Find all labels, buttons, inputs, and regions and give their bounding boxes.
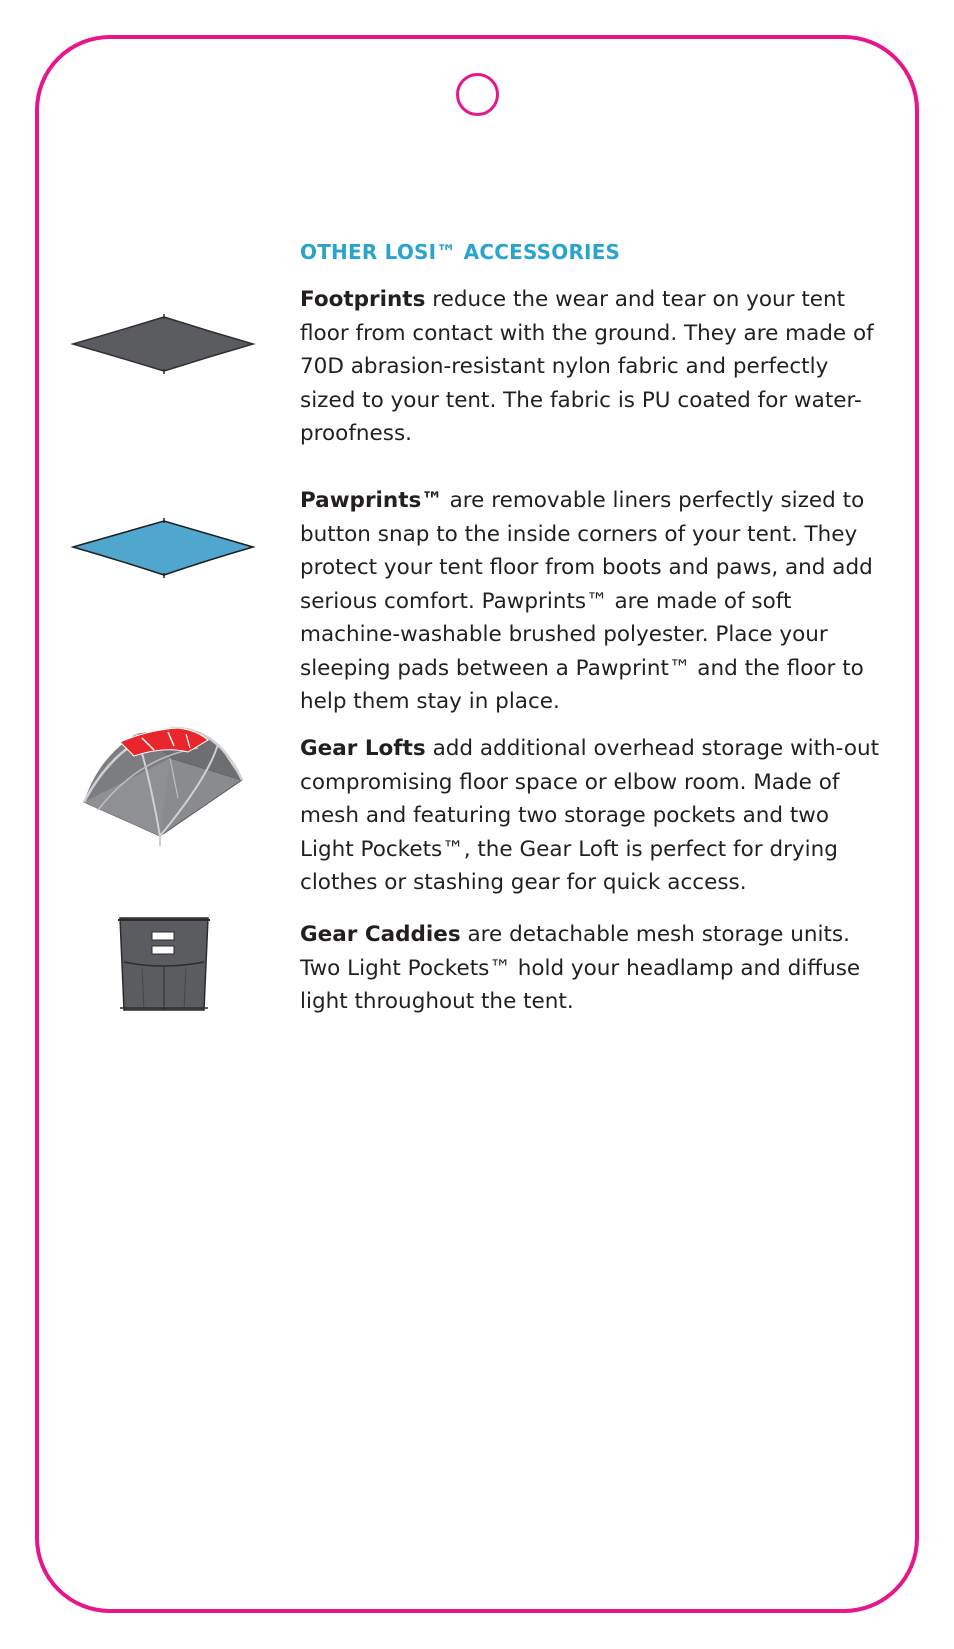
pawprint-icon [70,517,256,579]
gear-caddies-title: Gear Caddies [300,922,461,947]
pawprints-description: are removable liners perfectly sized to button snap to the inside corners of your tent. They protect your tent floor from boots and paws, and add serious comfort. Pawprints™ are made of soft machine-washable brushed polyester. Place your sleeping pads between a Pawprint™ and the floor to help them stay in place. [300,488,873,714]
pawprints-paragraph [300,484,884,719]
footprint-icon [70,313,256,375]
gear-caddy-icon [116,914,212,1014]
footprints-title: Footprints [300,287,426,312]
footprints-description: reduce the wear and tear on your tent floor from contact with the ground. They are made of 70D abrasion-resistant nylon fabric and perfectly sized to your tent. The fabric is PU coated for water-proofness. [300,287,874,446]
gear-lofts-title: Gear Lofts [300,736,426,761]
gear-loft-tent-icon [78,718,250,848]
hang-hole-icon [456,73,499,116]
gear-lofts-description: add additional overhead storage with-out compromising floor space or elbow room. Made of mesh and featuring two storage pockets and two Light Pockets™, the Gear Loft is perfect for drying clothes or stashing gear for quick access. [300,736,880,895]
gear-lofts-paragraph [300,732,884,900]
gear-caddies-paragraph [300,918,884,1019]
gear-caddies-description: are detachable mesh storage units. Two Light Pockets™ hold your headlamp and diffuse light throughout the tent. [300,922,861,1014]
section-heading: OTHER LOSI™ ACCESSORIES [300,240,621,264]
footprints-paragraph [300,283,884,451]
pawprints-title: Pawprints™ [300,488,443,513]
